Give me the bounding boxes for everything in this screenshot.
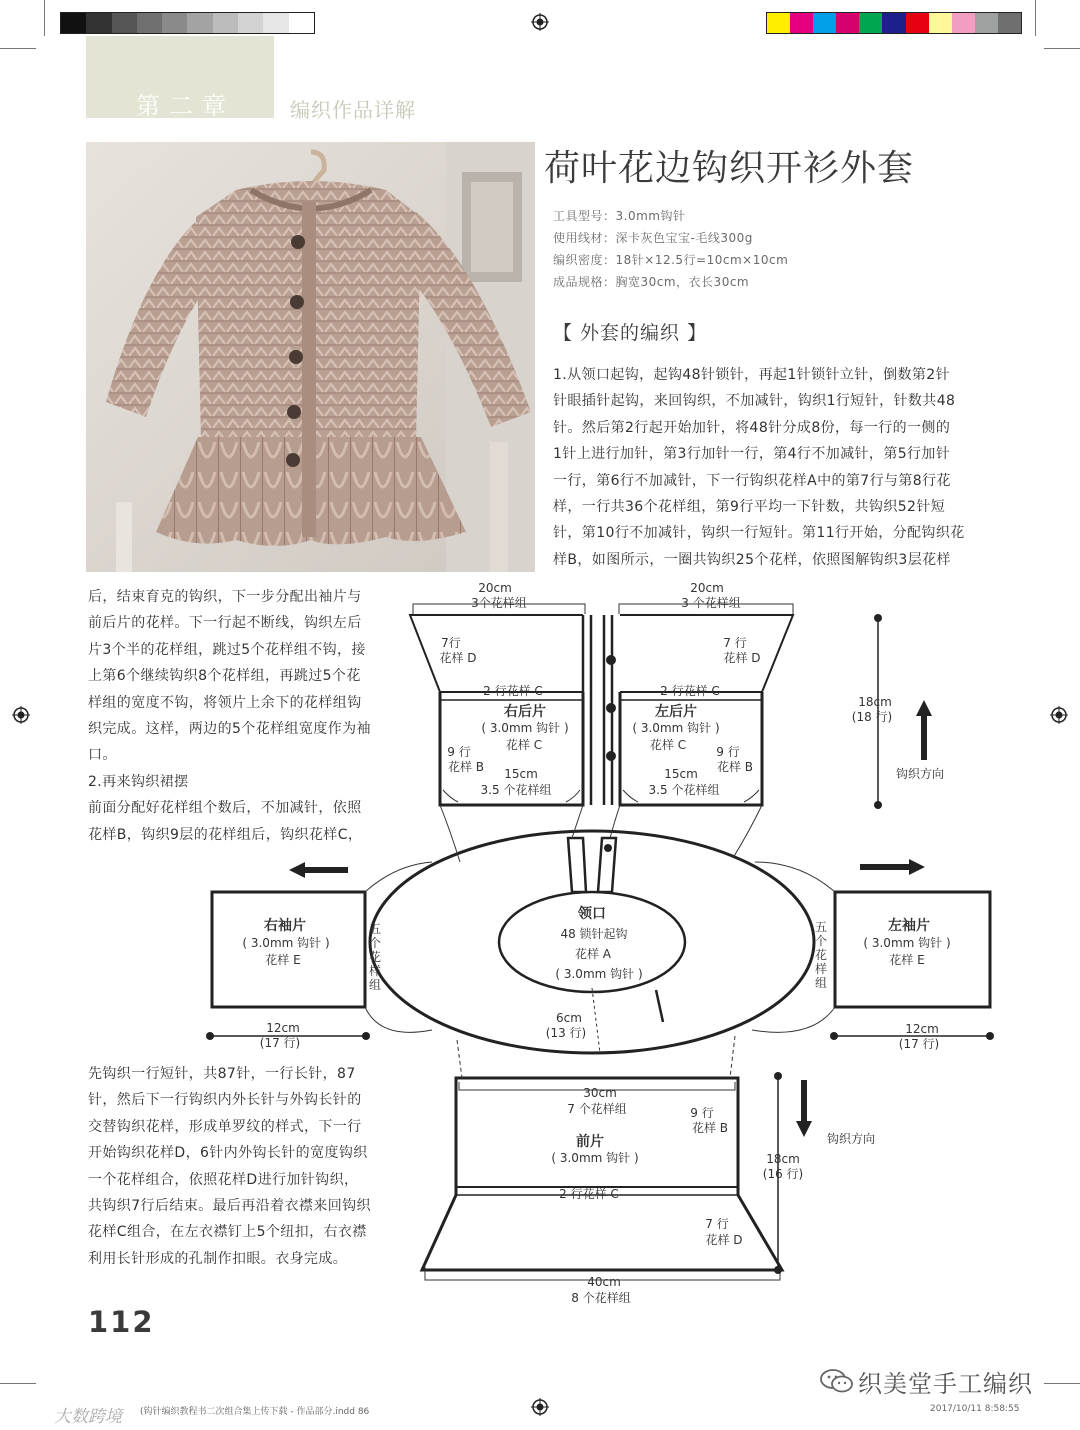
chapter-subtitle: 编织作品详解 bbox=[290, 98, 416, 122]
paragraph-line: 1.从领口起钩，起钩48针锁针，再起1针锁针立针，倒数第2针 bbox=[553, 367, 950, 383]
collar-chain: 48 锁针起钩 bbox=[560, 927, 628, 941]
publisher-watermark: 织美堂手工编织 bbox=[858, 1370, 1033, 1398]
paragraph-line: 先钩织一行短针，共87针，一行长针，87 bbox=[88, 1066, 356, 1082]
front-height-rows: (16 行) bbox=[762, 1167, 804, 1181]
right-sleeve-tool: ( 3.0mm 钩针 ) bbox=[242, 936, 330, 950]
spec-yarn: 使用线材：深卡灰色宝宝-毛线300g bbox=[553, 231, 753, 245]
right-back-pattern: 花样 C bbox=[505, 738, 543, 752]
collar-tool: ( 3.0mm 钩针 ) bbox=[555, 967, 643, 981]
left-back-bottom-dim: 15cm bbox=[664, 767, 698, 781]
right-sleeve-width-dim: 12cm bbox=[266, 1021, 300, 1035]
left-back-ruffle-pattern: 花样 D bbox=[723, 651, 761, 665]
file-info: (钩针编织教程书二次组合集上传下载 - 作品部分.indd 86 bbox=[140, 1407, 370, 1417]
left-back-tool: ( 3.0mm 钩针 ) bbox=[632, 721, 720, 735]
back-height-rows: (18 行) bbox=[851, 710, 893, 724]
wechat-icon bbox=[820, 1368, 854, 1394]
paragraph-line: 开始钩织花样D，6针内外钩长针的宽度钩织 bbox=[88, 1145, 368, 1162]
article-title: 荷叶花边钩织开衫外套 bbox=[544, 148, 915, 189]
paragraph-line: 针眼插针起钩，来回钩织，不加减针，钩织1行短针，针数共48 bbox=[553, 393, 956, 410]
left-sleeve-side-label: 五个花样组 bbox=[815, 920, 828, 990]
paragraph-line: 样，一行共36个花样组，第9行平均一下针数，共钩织52针短 bbox=[553, 499, 946, 516]
front-side-pattern: 花样 B bbox=[691, 1121, 729, 1135]
paragraph-line: 样B，如图所示，一圈共钩织25个花样，依照图解钩织3层花样 bbox=[553, 551, 951, 568]
paragraph-line: 上第6个继续钩织8个花样组，再跳过5个花 bbox=[88, 668, 361, 685]
paragraph-line: 2.再来钩织裙摆 bbox=[88, 773, 189, 790]
left-back-bottom-count: 3.5 个花样组 bbox=[648, 783, 720, 797]
back-height-dim: 18cm bbox=[858, 695, 892, 709]
paragraph-line: 样组的宽度不钩，将领片上余下的花样组钩 bbox=[88, 694, 362, 711]
collar-name: 领口 bbox=[578, 906, 606, 922]
paragraph-line: 共钩织7行后结束。最后再沿着衣襟来回钩织 bbox=[88, 1198, 371, 1215]
left-back-name: 左后片 bbox=[655, 704, 697, 720]
left-back-side-rows: 9 行 bbox=[716, 745, 740, 759]
paragraph-line: 片3个半的花样组，跳过5个花样组不钩，接 bbox=[88, 641, 366, 658]
paragraph-line: 针，然后下一行钩织内外长针与外钩长针的 bbox=[88, 1092, 362, 1109]
right-back-tool: ( 3.0mm 钩针 ) bbox=[481, 721, 569, 735]
right-back-bottom-count: 3.5 个花样组 bbox=[480, 783, 552, 797]
paragraph-line: 利用长针形成的孔制作扣眼。衣身完成。 bbox=[88, 1250, 348, 1267]
paragraph-line: 交替钩织花样，形成单罗纹的样式，下一行 bbox=[88, 1118, 362, 1135]
paragraph-line: 针，第10行不加减针，钩织一行短针。第11行开始，分配钩织花 bbox=[553, 525, 965, 542]
front-ruffle-rows: 7 行 bbox=[705, 1217, 729, 1231]
front-name: 前片 bbox=[576, 1134, 604, 1150]
front-top-dim: 30cm bbox=[583, 1086, 617, 1100]
right-sleeve-width-rows: (17 行) bbox=[259, 1036, 301, 1050]
paragraph-line: 织完成。这样，两边的5个花样组宽度作为袖 bbox=[88, 721, 371, 738]
paragraph-line: 一个花样组合，依照花样D进行加针钩织， bbox=[88, 1171, 359, 1188]
collar-depth-rows: (13 行) bbox=[545, 1026, 587, 1040]
left-back-pattern: 花样 C bbox=[649, 738, 687, 752]
paragraph-line: 前面分配好花样组个数后，不加减针，依照 bbox=[88, 800, 362, 817]
front-band: 2 行花样 C bbox=[559, 1187, 619, 1201]
spec-tool: 工具型号：3.0mm钩针 bbox=[553, 209, 686, 223]
front-bottom-count: 8 个花样组 bbox=[571, 1291, 631, 1305]
collar-pattern: 花样 A bbox=[574, 947, 612, 961]
paragraph-line: 花样B，钩织9层的花样组后，钩织花样C， bbox=[88, 826, 363, 843]
left-back-top-count: 3 个花样组 bbox=[681, 596, 741, 610]
left-watermark: 大数跨境 bbox=[54, 1407, 122, 1427]
front-height-dim: 18cm bbox=[766, 1152, 800, 1166]
paragraph-line: 后，结束育克的钩织，下一步分配出袖片与 bbox=[88, 589, 362, 605]
right-sleeve-name: 右袖片 bbox=[264, 918, 306, 934]
right-back-side-pattern: 花样 B bbox=[447, 760, 485, 774]
right-sleeve-side-label: 五个花样组 bbox=[369, 922, 382, 992]
left-sleeve-width-dim: 12cm bbox=[905, 1022, 939, 1036]
back-direction-label: 钩织方向 bbox=[895, 767, 945, 781]
right-back-bottom-dim: 15cm bbox=[504, 767, 538, 781]
section-heading: 【 外套的编织 】 bbox=[553, 322, 708, 344]
left-sleeve-name: 左袖片 bbox=[888, 918, 930, 934]
paragraph-line: 花样C组合，在左衣襟钉上5个纽扣，右衣襟 bbox=[88, 1224, 367, 1241]
front-tool: ( 3.0mm 钩针 ) bbox=[551, 1151, 639, 1165]
left-sleeve-width-rows: (17 行) bbox=[898, 1037, 940, 1051]
left-sleeve-tool: ( 3.0mm 钩针 ) bbox=[863, 936, 951, 950]
front-ruffle-pattern: 花样 D bbox=[705, 1233, 743, 1247]
left-sleeve-pattern: 花样 E bbox=[889, 953, 925, 967]
spec-gauge: 编织密度：18针×12.5行=10cm×10cm bbox=[553, 253, 789, 267]
front-bottom-dim: 40cm bbox=[587, 1275, 621, 1289]
print-timestamp: 2017/10/11 8:58:55 bbox=[930, 1404, 1020, 1414]
paragraph-line: 口。 bbox=[88, 747, 117, 764]
right-back-ruffle-rows: 7行 bbox=[441, 636, 461, 650]
left-back-side-pattern: 花样 B bbox=[716, 760, 754, 774]
right-back-ruffle-pattern: 花样 D bbox=[439, 651, 477, 665]
paragraph-line: 一行，第6行不加减针，下一行钩织花样A中的第7行与第8行花 bbox=[553, 472, 951, 489]
chapter-label: 第二章 bbox=[136, 92, 235, 120]
right-back-top-count: 3个花样组 bbox=[471, 596, 527, 610]
right-back-top-dim: 20cm bbox=[478, 581, 512, 595]
right-sleeve-pattern: 花样 E bbox=[265, 953, 301, 967]
paragraph-line: 前后片的花样。下一行起不断线，钩织左后 bbox=[88, 615, 362, 632]
right-back-side-rows: 9 行 bbox=[447, 745, 471, 759]
spec-size: 成品规格：胸宽30cm，衣长30cm bbox=[553, 275, 750, 289]
paragraph-line: 针。然后第2行起开始加针，将48针分成8份，每一行的一侧的 bbox=[553, 419, 951, 436]
front-side-rows: 9 行 bbox=[690, 1106, 714, 1120]
right-back-name: 右后片 bbox=[504, 704, 546, 720]
front-top-count: 7 个花样组 bbox=[567, 1102, 627, 1116]
front-direction-label: 钩织方向 bbox=[826, 1132, 876, 1146]
left-back-ruffle-rows: 7 行 bbox=[723, 636, 747, 650]
left-back-band: 2 行花样 C bbox=[660, 684, 720, 698]
page-number: 112 bbox=[88, 1305, 155, 1339]
collar-depth-dim: 6cm bbox=[556, 1011, 582, 1025]
left-back-top-dim: 20cm bbox=[690, 581, 724, 595]
paragraph-line: 1针上进行加针，第3行加针一行，第4行不加减针，第5行加针 bbox=[553, 446, 951, 463]
right-back-band: 2 行花样 C bbox=[483, 684, 543, 698]
